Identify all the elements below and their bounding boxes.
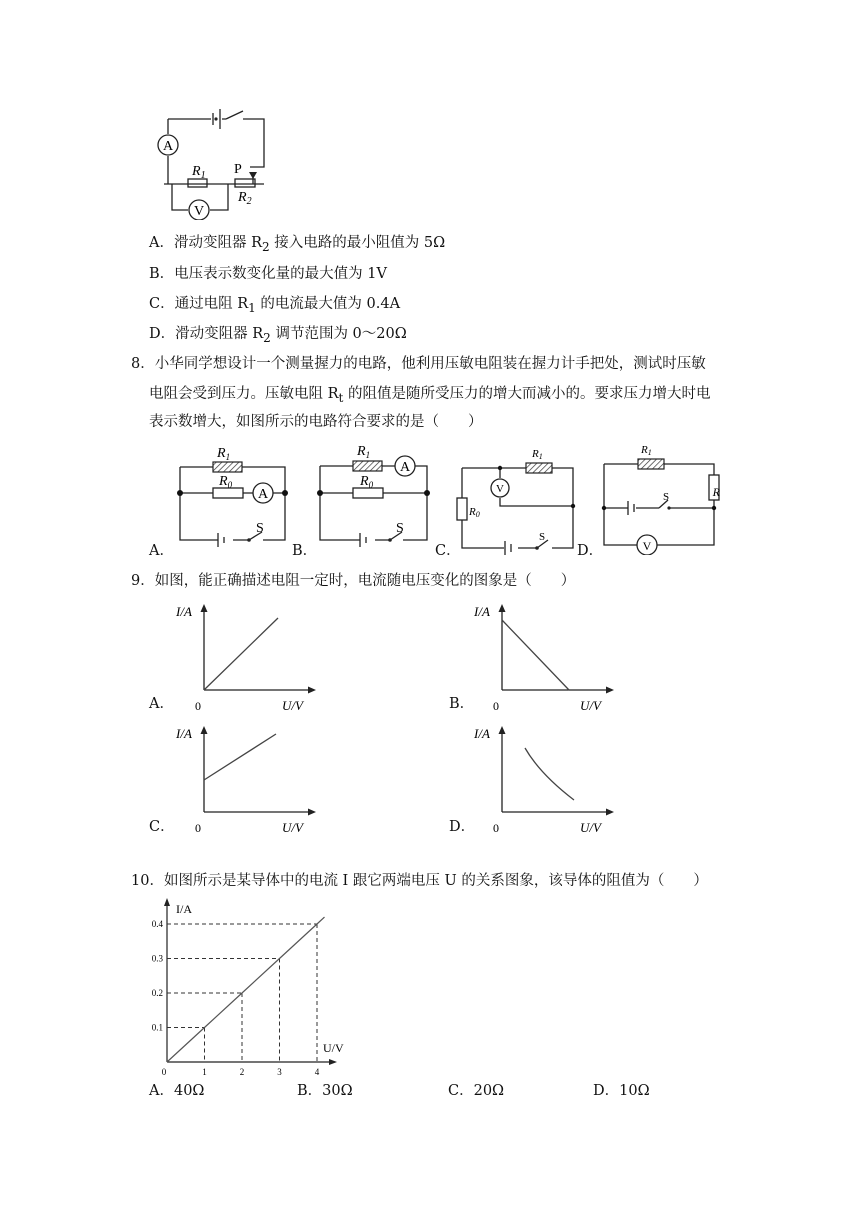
origin-label: 0 bbox=[493, 821, 499, 835]
y-axis-arrow bbox=[201, 604, 208, 612]
q8-question-line2: 电阻会受到压力。压敏电阻 $R_t$ 的阻值是随所受压力的增大而减小的。要求压力增大时电 bbox=[149, 386, 711, 405]
q8-circuit-d bbox=[596, 440, 721, 555]
q9-option-a-label: A． bbox=[149, 696, 174, 712]
y-tick-label: 0.4 bbox=[151, 919, 163, 929]
r1-label: $R_1$ bbox=[357, 444, 371, 460]
q7-option-c: C．通过电阻 $R_1$ 的电流最大值为 0.4A bbox=[149, 296, 401, 315]
q8-option-b-label: B． bbox=[292, 543, 318, 559]
ammeter-symbol-label: A bbox=[257, 487, 269, 502]
x-axis-label: U/V bbox=[282, 820, 303, 835]
y-tick-label: 0.2 bbox=[151, 988, 163, 998]
ammeter-symbol-label: A bbox=[399, 460, 411, 475]
q7-option-b: B．电压表示数变化量的最大值为 1V bbox=[149, 266, 387, 282]
ammeter-symbol-label: A bbox=[162, 139, 174, 154]
origin-label: 0 bbox=[493, 699, 499, 713]
q8-question-line1: 8．小华同学想设计一个测量握力的电路，他利用压敏电阻装在握力计手把处，测试时压敏 bbox=[131, 356, 706, 372]
x-tick-label: 2 bbox=[239, 1067, 245, 1077]
q9-graph-d bbox=[470, 720, 620, 838]
y-axis-arrow bbox=[164, 898, 170, 906]
x-tick-label: 4 bbox=[314, 1067, 320, 1077]
x-axis-label: U/V bbox=[282, 698, 303, 713]
origin-label: 0 bbox=[161, 1067, 167, 1077]
q9-question: 9．如图，能正确描述电阻一定时，电流随电压变化的图象是（ ） bbox=[131, 573, 576, 589]
q8-option-c-label: C． bbox=[435, 543, 461, 559]
switch-label: S bbox=[396, 521, 404, 536]
r-label: R bbox=[712, 485, 720, 499]
q8-circuit-c bbox=[452, 440, 577, 555]
graph-line bbox=[204, 618, 278, 690]
x-axis-arrow bbox=[308, 687, 316, 694]
q7-option-d: D．滑动变阻器 $R_2$ 调节范围为 0～20Ω bbox=[149, 326, 407, 345]
x-tick-label: 1 bbox=[202, 1067, 207, 1077]
x-axis-arrow bbox=[606, 687, 614, 694]
r0-label: $R_0$ bbox=[360, 474, 374, 490]
r1-label: $R_1$ bbox=[192, 164, 206, 181]
switch-label: S bbox=[663, 491, 670, 503]
q8-option-d-label: D． bbox=[577, 543, 604, 559]
r1-label: R1 bbox=[532, 448, 543, 461]
q9-option-b-label: B． bbox=[449, 696, 475, 712]
y-axis-label: I/A bbox=[176, 604, 192, 619]
q10-iu-chart bbox=[140, 895, 360, 1080]
r1-label: R1 bbox=[641, 444, 652, 457]
x-axis-arrow bbox=[308, 809, 316, 816]
y-axis-arrow bbox=[499, 604, 506, 612]
q9-graph-a bbox=[172, 598, 322, 716]
voltmeter-symbol-label: V bbox=[193, 204, 205, 219]
x-tick-label: 3 bbox=[277, 1067, 282, 1077]
origin-label: 0 bbox=[195, 821, 201, 835]
y-axis-label: I/A bbox=[176, 902, 192, 916]
q9-option-d-label: D． bbox=[449, 819, 476, 835]
slider-p-label: P bbox=[234, 162, 242, 177]
y-axis-label: I/A bbox=[474, 604, 490, 619]
origin-label: 0 bbox=[195, 699, 201, 713]
q7-circuit-diagram bbox=[150, 105, 280, 220]
q8-option-a-label: A． bbox=[149, 543, 174, 559]
y-axis-arrow bbox=[201, 726, 208, 734]
x-axis-label: U/V bbox=[580, 698, 601, 713]
q9-option-c-label: C． bbox=[149, 819, 175, 835]
y-tick-label: 0.3 bbox=[151, 953, 163, 964]
graph-line bbox=[502, 620, 569, 690]
q8-question-line3: 表示数增大，如图所示的电路符合要求的是（ ） bbox=[149, 414, 483, 430]
graph-line bbox=[204, 734, 276, 780]
y-axis-label: I/A bbox=[474, 726, 490, 741]
y-tick-label: 0.1 bbox=[151, 1022, 163, 1033]
x-axis-arrow bbox=[606, 809, 614, 816]
data-line-extension bbox=[317, 917, 325, 924]
y-axis-arrow bbox=[499, 726, 506, 734]
q10-question: 10．如图所示是某导体中的电流 I 跟它两端电压 U 的关系图象，该导体的阻值为（ ） bbox=[131, 873, 708, 889]
r1-label: $R_1$ bbox=[217, 446, 231, 462]
q9-graph-c bbox=[172, 720, 322, 838]
q10-option-b: B．30Ω bbox=[297, 1083, 353, 1099]
q8-circuit-a bbox=[170, 440, 295, 555]
switch-label: S bbox=[539, 531, 546, 543]
q10-option-d: D．10Ω bbox=[593, 1083, 650, 1099]
q9-graph-b bbox=[470, 598, 620, 716]
q10-option-a: A．40Ω bbox=[149, 1083, 205, 1099]
x-axis-label: U/V bbox=[580, 820, 601, 835]
x-axis-arrow bbox=[329, 1059, 337, 1065]
switch-label: S bbox=[256, 521, 264, 536]
voltmeter-symbol-label: V bbox=[496, 483, 504, 495]
r0-label: $R_0$ bbox=[219, 474, 233, 490]
r2-label: $R_2$ bbox=[238, 190, 252, 207]
graph-line bbox=[525, 748, 574, 800]
x-axis-label: U/V bbox=[323, 1041, 344, 1055]
q7-option-a: A．滑动变阻器 $R_2$ 接入电路的最小阻值为 5Ω bbox=[149, 235, 446, 254]
q8-circuit-b bbox=[310, 440, 435, 555]
y-axis-label: I/A bbox=[176, 726, 192, 741]
q10-option-c: C．20Ω bbox=[448, 1083, 505, 1099]
voltmeter-symbol-label: V bbox=[642, 539, 652, 553]
r0-label: R0 bbox=[469, 506, 480, 519]
